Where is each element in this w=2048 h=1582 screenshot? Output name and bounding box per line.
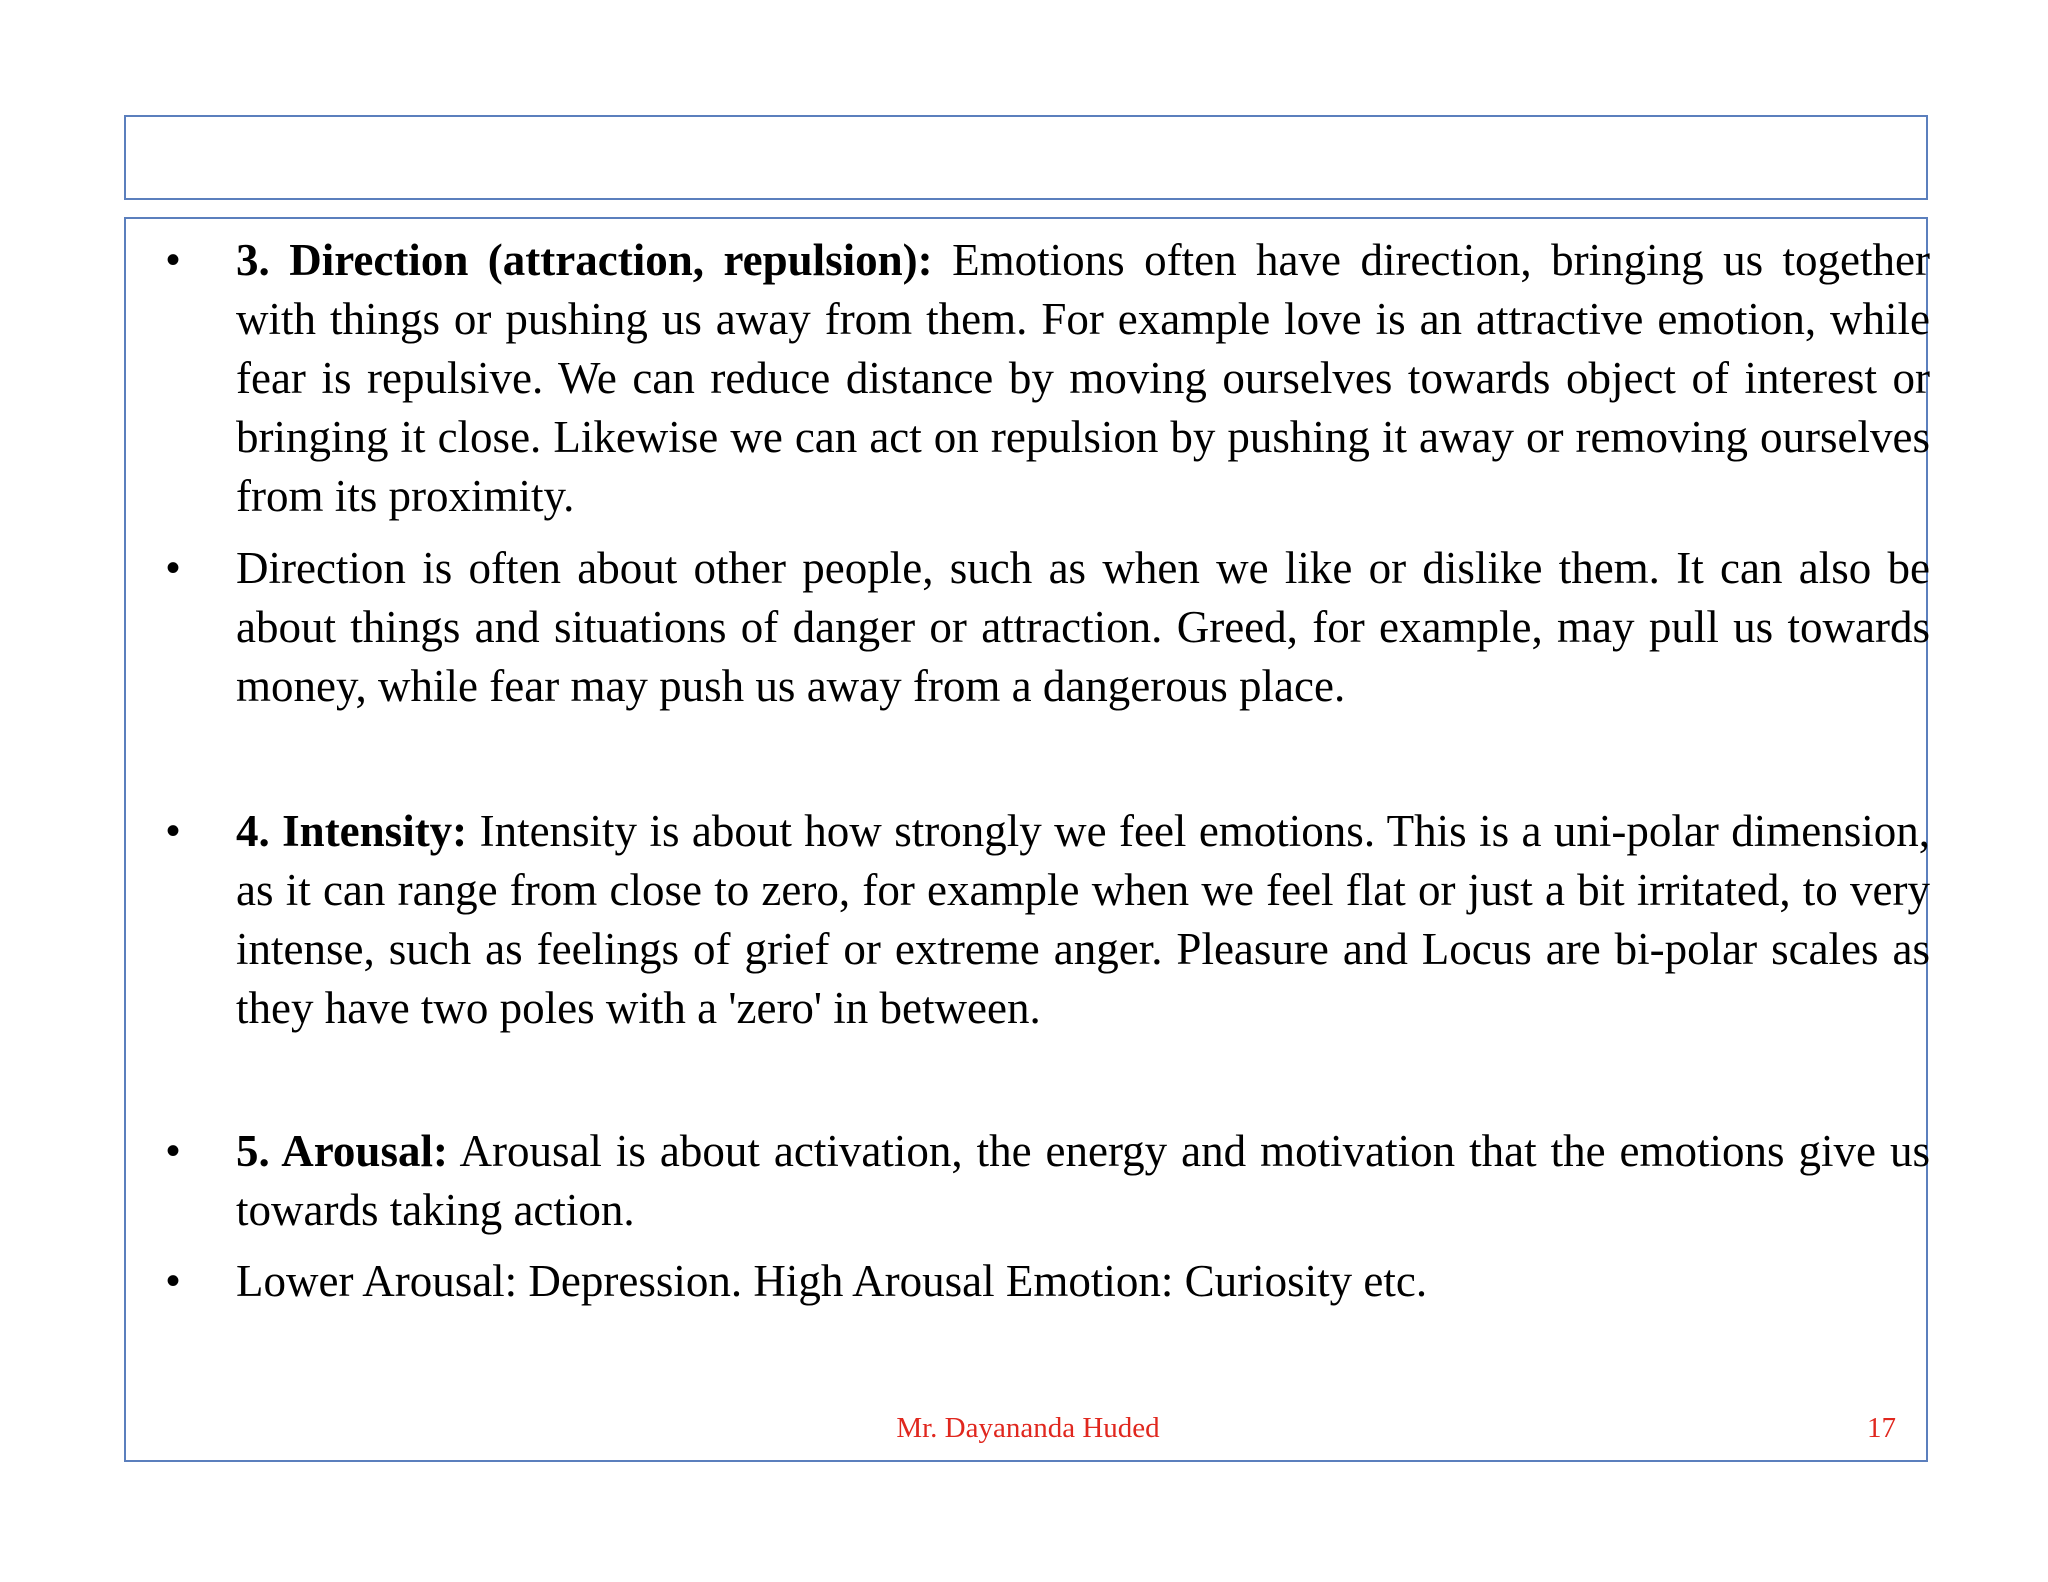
bullet-body: Lower Arousal: Depression. High Arousal Emotion: Curiosity etc. <box>236 1256 1428 1306</box>
bullet-text <box>236 539 1930 716</box>
slide-title-box <box>124 115 1928 200</box>
bullet-heading: 5. Arousal: <box>236 1126 448 1176</box>
bullet-dot: • <box>166 809 181 853</box>
bullet-body: Emotions often have direction, bringing us together with things or pushing us away from them. For example love is an attractive emotion, while fear is repulsive. We can reduce distance by moving ourselves towards object of interest or bringing it close. Likewise we can act on repulsion by pushing it away or removing ourselves from its proximity. <box>236 235 1930 521</box>
bullet-body: Direction is often about other people, such as when we like or dislike them. It can also be about things and situations of danger or attraction. Greed, for example, may pull us towards money, while fear may push us away from a dangerous place. <box>236 543 1930 711</box>
bullet-dot: • <box>166 238 181 282</box>
bullet-text <box>236 231 1930 526</box>
bullet-dot: • <box>166 1259 181 1303</box>
bullet-text <box>236 1122 1930 1240</box>
bullet-text <box>236 1252 1930 1311</box>
footer-page-number: 17 <box>1867 1412 1896 1444</box>
bullet-body: Arousal is about activation, the energy and motivation that the emotions give us towards taking action. <box>236 1126 1930 1235</box>
bullet-dot: • <box>166 1129 181 1173</box>
slide-content-box <box>124 217 1928 1462</box>
bullet-heading: 3. Direction (attraction, repulsion): <box>236 235 933 285</box>
bullet-body: Intensity is about how strongly we feel emotions. This is a uni-polar dimension, as it can range from close to zero, for example when we feel flat or just a bit irritated, to very intense, such as feelings of grief or extreme anger. Pleasure and Locus are bi-polar scales as they have two poles with a 'zero' in between. <box>236 806 1930 1033</box>
bullet-heading: 4. Intensity: <box>236 806 468 856</box>
bullet-text <box>236 802 1930 1038</box>
footer-author: Mr. Dayananda Huded <box>896 1412 1160 1444</box>
bullet-dot: • <box>166 546 181 590</box>
